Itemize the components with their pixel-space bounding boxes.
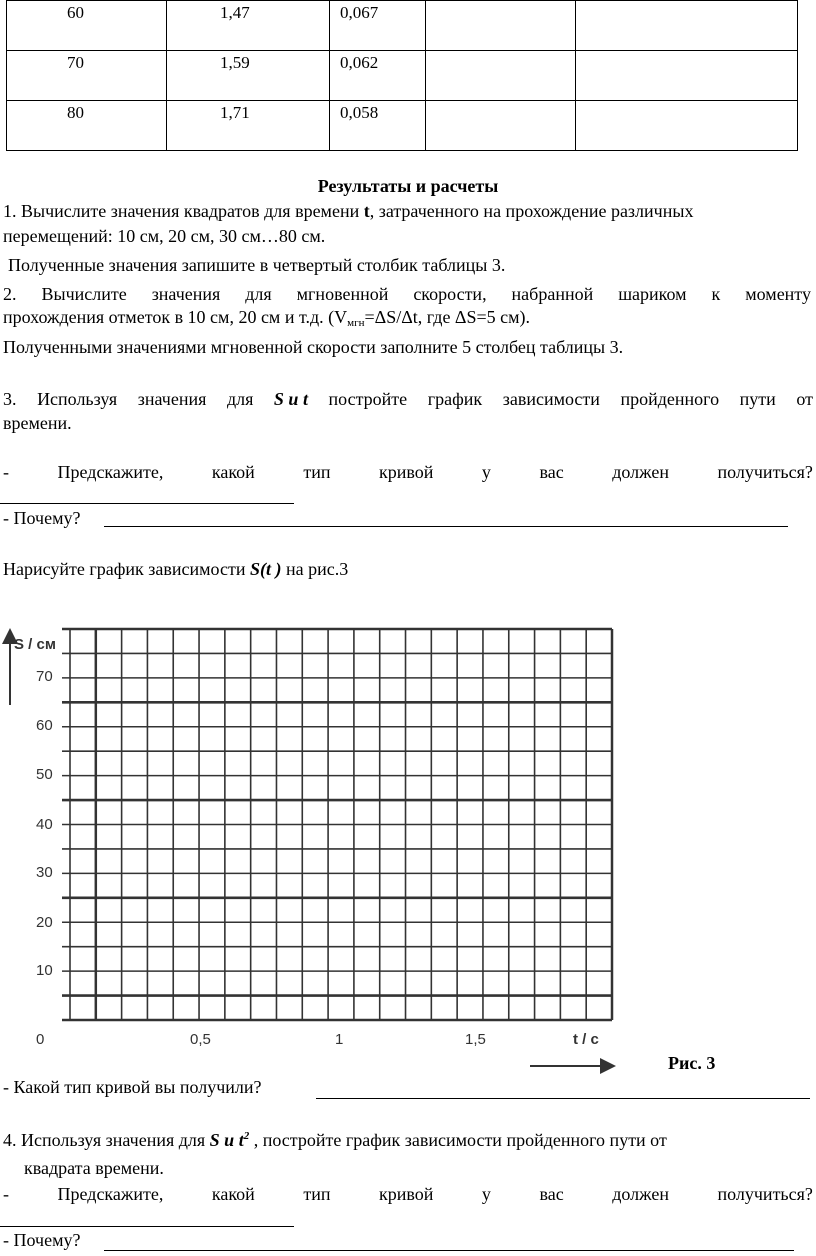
item4-why: - Почему?: [3, 1230, 81, 1250]
item4-predict-line: [3, 1184, 813, 1205]
y-tick-label: 0: [36, 1031, 45, 1048]
graph-svg: [0, 615, 816, 1075]
y-tick-label: 60: [36, 717, 53, 734]
word: моменту: [745, 284, 811, 304]
answer-line: [104, 526, 788, 527]
word: график: [427, 389, 483, 409]
table-row: [7, 51, 798, 101]
answer-line: [316, 1098, 810, 1099]
table-cell: 1,71: [167, 101, 330, 151]
table-cell: 80: [7, 101, 167, 151]
word: у: [481, 1184, 491, 1204]
table-cell: [576, 51, 798, 101]
word: Используя: [37, 389, 118, 409]
x-axis-label: t / c: [573, 1031, 599, 1048]
word: набранной: [511, 284, 594, 304]
table-cell: 0,058: [330, 101, 426, 151]
table-cell: [576, 1, 798, 51]
word: какой: [211, 1184, 255, 1204]
word: получиться?: [717, 1184, 813, 1204]
word: для: [226, 389, 254, 409]
word: должен: [612, 462, 669, 482]
word: пройденного: [620, 389, 720, 409]
word: скорости,: [413, 284, 487, 304]
word: тип: [303, 462, 331, 482]
word: кривой: [379, 1184, 434, 1204]
word: зависимости: [502, 389, 600, 409]
item2-line2: прохождения отметок в 10 см, 20 см и т.д. ($V_{мгн}=\Delta S/\Delta t$, где ΔS=5 см).: [3, 307, 531, 329]
word: какой: [211, 462, 255, 482]
draw-instruction: Нарисуйте график зависимости S(t ) на рис.3: [3, 559, 349, 579]
word: у: [481, 462, 491, 482]
data-table: [6, 0, 798, 151]
y-tick-label: 20: [36, 914, 53, 931]
item2-line3: Полученными значениями мгновенной скорости заполните 5 столбец таблицы 3.: [3, 337, 624, 357]
table-row: [7, 101, 798, 151]
y-axis-label: S / см: [14, 636, 56, 653]
section-heading: Результаты и расчеты: [317, 176, 499, 196]
item4-line1: 4. Используя значения для S и $t^2$ , постройте график зависимости пройденного пути от: [3, 1130, 667, 1150]
item3-line2: времени.: [3, 413, 72, 433]
word: S и t: [273, 389, 308, 409]
item1-line1: 1. Вычислите значения квадратов для времени t, затраченного на прохождение различных: [3, 201, 694, 221]
word: Вычислите: [41, 284, 127, 304]
word: вас: [539, 462, 564, 482]
item3-why: - Почему?: [3, 508, 81, 528]
table-cell: 0,062: [330, 51, 426, 101]
y-tick-label: 50: [36, 766, 53, 783]
y-tick-label: 70: [36, 668, 53, 685]
word: -: [3, 462, 9, 482]
table-cell: 1,59: [167, 51, 330, 101]
word: Предскажите,: [57, 462, 164, 482]
y-tick-label: 40: [36, 816, 53, 833]
x-tick-label: 1: [335, 1031, 344, 1048]
word: должен: [612, 1184, 669, 1204]
word: Предскажите,: [57, 1184, 164, 1204]
word: -: [3, 1184, 9, 1204]
y-tick-label: 30: [36, 864, 53, 881]
item3-line1: [3, 389, 813, 410]
x-tick-label: 1,5: [465, 1031, 486, 1048]
answer-line: [104, 1250, 794, 1251]
x-tick-label: 0,5: [190, 1031, 211, 1048]
table-cell: 60: [7, 1, 167, 51]
item1-line3: Полученные значения запишите в четвертый столбик таблицы 3.: [8, 255, 506, 275]
word: значения: [137, 389, 207, 409]
word: к: [711, 284, 721, 304]
table-row: [7, 1, 798, 51]
y-tick-label: 10: [36, 962, 53, 979]
word: кривой: [379, 462, 434, 482]
word: получиться?: [717, 462, 813, 482]
word: 3.: [3, 389, 17, 409]
figure-caption: Рис. 3: [668, 1053, 716, 1073]
word: пути: [739, 389, 776, 409]
word: постройте: [328, 389, 408, 409]
item4-line2: квадрата времени.: [24, 1158, 164, 1178]
item3-predict-line: [3, 462, 813, 483]
answer-line: [0, 503, 294, 504]
word: от: [796, 389, 813, 409]
word: шариком: [618, 284, 687, 304]
answer-line: [0, 1226, 294, 1227]
table-cell: [426, 101, 576, 151]
word: мгновенной: [296, 284, 389, 304]
table-cell: [426, 51, 576, 101]
word: значения: [151, 284, 221, 304]
table-cell: 0,067: [330, 1, 426, 51]
item2-line1: [3, 284, 811, 305]
table-cell: 70: [7, 51, 167, 101]
item1-line2: перемещений: 10 см, 20 см, 30 см…80 см.: [3, 226, 326, 246]
word: тип: [303, 1184, 331, 1204]
table-cell: [576, 101, 798, 151]
table-cell: 1,47: [167, 1, 330, 51]
curve-type-question: - Какой тип кривой вы получили?: [3, 1077, 262, 1097]
table-cell: [426, 1, 576, 51]
grid-lines: [62, 629, 612, 1020]
word: для: [245, 284, 272, 304]
word: 2.: [3, 284, 17, 304]
word: вас: [539, 1184, 564, 1204]
